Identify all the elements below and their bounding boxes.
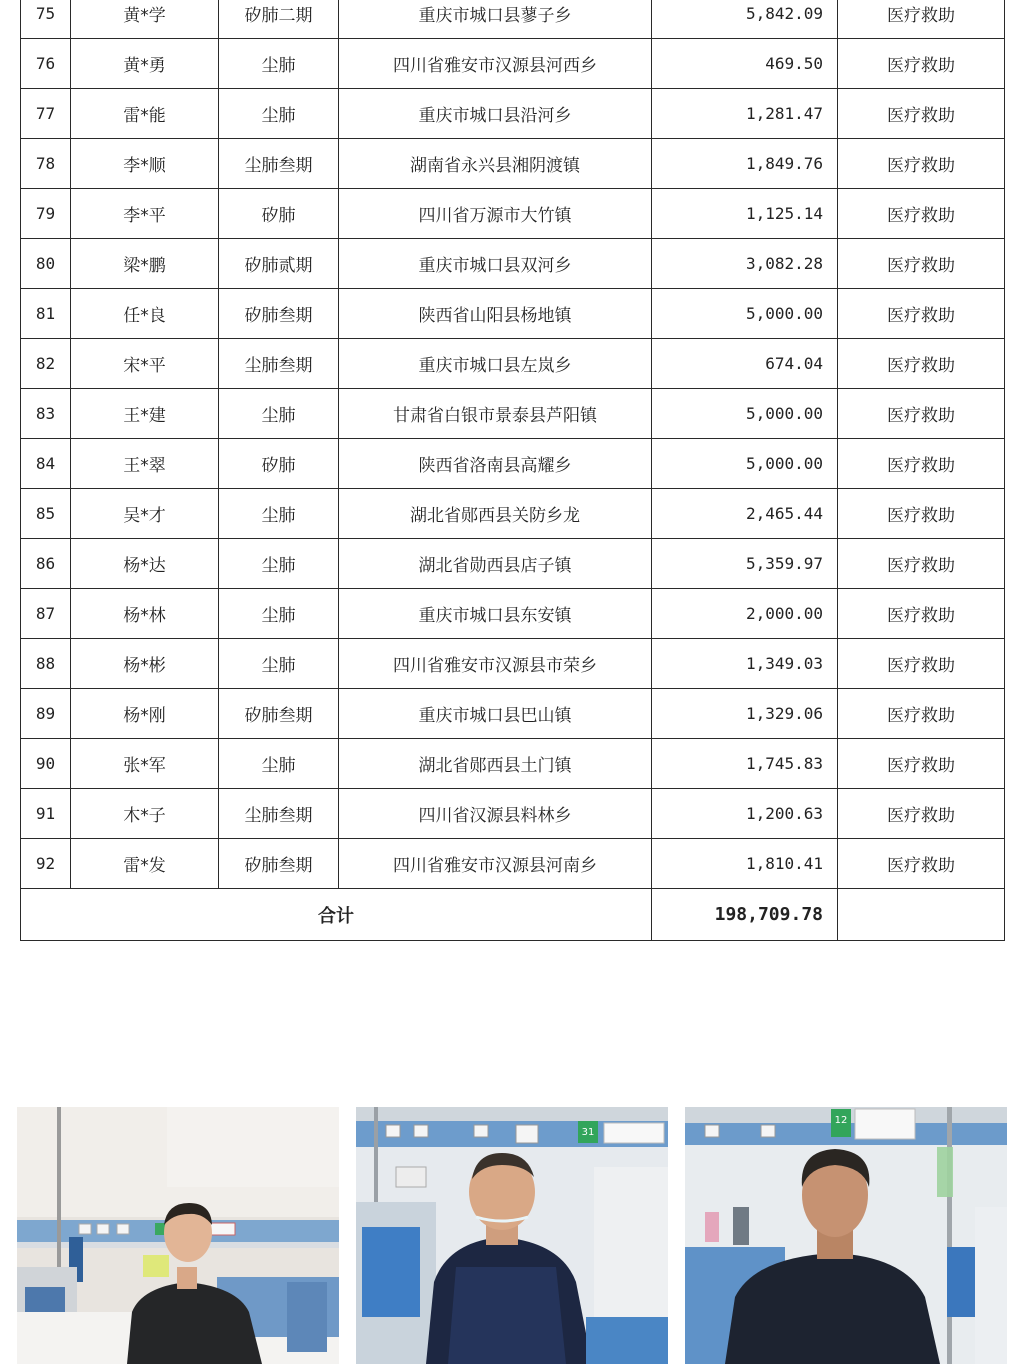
disease-cell: 矽肺 [219,439,339,489]
aid-type-cell: 医疗救助 [838,189,1005,239]
row-number-cell: 87 [21,589,71,639]
amount-cell: 5,842.09 [652,0,838,39]
address-cell: 四川省万源市大竹镇 [339,189,652,239]
aid-type-cell: 医疗救助 [838,339,1005,389]
disease-cell: 尘肺叁期 [219,339,339,389]
aid-type-cell: 医疗救助 [838,639,1005,689]
table-row [21,39,1005,89]
address-cell: 四川省雅安市汉源县市荣乡 [339,639,652,689]
aid-type-cell: 医疗救助 [838,739,1005,789]
table-row [21,89,1005,139]
address-cell: 重庆市城口县东安镇 [339,589,652,639]
row-number-cell: 85 [21,489,71,539]
ward-monitor-label-1: 31 [581,1127,595,1138]
row-number-cell: 83 [21,389,71,439]
table-row [21,839,1005,889]
total-label: 合计 [21,889,652,941]
row-number-cell: 77 [21,89,71,139]
row-number-cell: 78 [21,139,71,189]
row-number-cell: 80 [21,239,71,289]
aid-type-cell: 医疗救助 [838,139,1005,189]
table-row [21,189,1005,239]
patient-photo-1 [17,1107,339,1364]
disease-cell: 矽肺 [219,189,339,239]
aid-type-cell: 医疗救助 [838,0,1005,39]
address-cell: 湖北省郧西县关防乡龙 [339,489,652,539]
address-cell: 甘肃省白银市景泰县芦阳镇 [339,389,652,439]
name-cell: 张*军 [71,739,219,789]
disease-cell: 尘肺叁期 [219,139,339,189]
table-row [21,589,1005,639]
name-cell: 杨*刚 [71,689,219,739]
table-row [21,789,1005,839]
name-cell: 雷*能 [71,89,219,139]
amount-cell: 1,281.47 [652,89,838,139]
disease-cell: 矽肺二期 [219,0,339,39]
name-cell: 黄*勇 [71,39,219,89]
table-row [21,239,1005,289]
address-cell: 湖北省勋西县店子镇 [339,539,652,589]
aid-type-cell: 医疗救助 [838,89,1005,139]
table-row [21,539,1005,589]
address-cell: 重庆市城口县蓼子乡 [339,0,652,39]
amount-cell: 1,810.41 [652,839,838,889]
aid-type-cell: 医疗救助 [838,839,1005,889]
amount-cell: 5,000.00 [652,439,838,489]
address-cell: 重庆市城口县沿河乡 [339,89,652,139]
aid-type-cell: 医疗救助 [838,489,1005,539]
table-row [21,739,1005,789]
disease-cell: 矽肺叁期 [219,289,339,339]
amount-cell: 5,000.00 [652,389,838,439]
amount-cell: 469.50 [652,39,838,89]
row-number-cell: 75 [21,0,71,39]
row-number-cell: 84 [21,439,71,489]
table-row [21,639,1005,689]
amount-cell: 1,200.63 [652,789,838,839]
aid-type-cell: 医疗救助 [838,789,1005,839]
aid-type-cell: 医疗救助 [838,39,1005,89]
address-cell: 重庆市城口县双河乡 [339,239,652,289]
disease-cell: 矽肺叁期 [219,839,339,889]
name-cell: 任*良 [71,289,219,339]
amount-cell: 5,359.97 [652,539,838,589]
name-cell: 黄*学 [71,0,219,39]
disease-cell: 尘肺 [219,739,339,789]
row-number-cell: 88 [21,639,71,689]
name-cell: 宋*平 [71,339,219,389]
name-cell: 王*翠 [71,439,219,489]
name-cell: 杨*达 [71,539,219,589]
address-cell: 湖南省永兴县湘阴渡镇 [339,139,652,189]
patient-photo-2 [356,1107,668,1364]
address-cell: 重庆市城口县巴山镇 [339,689,652,739]
name-cell: 李*平 [71,189,219,239]
disease-cell: 尘肺 [219,39,339,89]
name-cell: 王*建 [71,389,219,439]
address-cell: 四川省汉源县料林乡 [339,789,652,839]
amount-cell: 5,000.00 [652,289,838,339]
amount-cell: 1,349.03 [652,639,838,689]
aid-type-cell: 医疗救助 [838,389,1005,439]
aid-type-cell: 医疗救助 [838,589,1005,639]
amount-cell: 1,125.14 [652,189,838,239]
table-row [21,489,1005,539]
amount-cell: 674.04 [652,339,838,389]
address-cell: 陕西省山阳县杨地镇 [339,289,652,339]
disease-cell: 尘肺 [219,389,339,439]
table-row [21,139,1005,189]
table-row [21,389,1005,439]
amount-cell: 1,745.83 [652,739,838,789]
aid-type-cell: 医疗救助 [838,439,1005,489]
address-cell: 重庆市城口县左岚乡 [339,339,652,389]
address-cell: 四川省雅安市汉源县河南乡 [339,839,652,889]
row-number-cell: 89 [21,689,71,739]
aid-table-container [20,0,1004,941]
disease-cell: 矽肺叁期 [219,689,339,739]
table-row [21,0,1005,39]
name-cell: 吴*才 [71,489,219,539]
address-cell: 湖北省郧西县土门镇 [339,739,652,789]
row-number-cell: 91 [21,789,71,839]
amount-cell: 3,082.28 [652,239,838,289]
disease-cell: 尘肺叁期 [219,789,339,839]
amount-cell: 1,849.76 [652,139,838,189]
row-number-cell: 92 [21,839,71,889]
disease-cell: 尘肺 [219,639,339,689]
name-cell: 杨*彬 [71,639,219,689]
disease-cell: 矽肺贰期 [219,239,339,289]
row-number-cell: 86 [21,539,71,589]
aid-type-cell: 医疗救助 [838,689,1005,739]
disease-cell: 尘肺 [219,89,339,139]
aid-type-cell: 医疗救助 [838,539,1005,589]
patient-photo-3 [685,1107,1007,1364]
amount-cell: 1,329.06 [652,689,838,739]
table-row [21,339,1005,389]
table-row [21,289,1005,339]
row-number-cell: 76 [21,39,71,89]
disease-cell: 尘肺 [219,589,339,639]
table-body [21,0,1005,941]
aid-recipient-table [20,0,1005,941]
patient-photos [0,1107,1024,1364]
row-number-cell: 81 [21,289,71,339]
address-cell: 陕西省洛南县高耀乡 [339,439,652,489]
total-empty-cell [838,889,1005,941]
total-row [21,889,1005,941]
disease-cell: 尘肺 [219,489,339,539]
amount-cell: 2,465.44 [652,489,838,539]
disease-cell: 尘肺 [219,539,339,589]
row-number-cell: 79 [21,189,71,239]
name-cell: 木*子 [71,789,219,839]
amount-cell: 2,000.00 [652,589,838,639]
address-cell: 四川省雅安市汉源县河西乡 [339,39,652,89]
ward-monitor-label-2: 12 [834,1115,848,1126]
name-cell: 梁*鹏 [71,239,219,289]
aid-type-cell: 医疗救助 [838,239,1005,289]
table-row [21,439,1005,489]
total-amount: 198,709.78 [652,889,838,941]
name-cell: 李*顺 [71,139,219,189]
aid-type-cell: 医疗救助 [838,289,1005,339]
name-cell: 杨*林 [71,589,219,639]
row-number-cell: 82 [21,339,71,389]
name-cell: 雷*发 [71,839,219,889]
row-number-cell: 90 [21,739,71,789]
table-row [21,689,1005,739]
